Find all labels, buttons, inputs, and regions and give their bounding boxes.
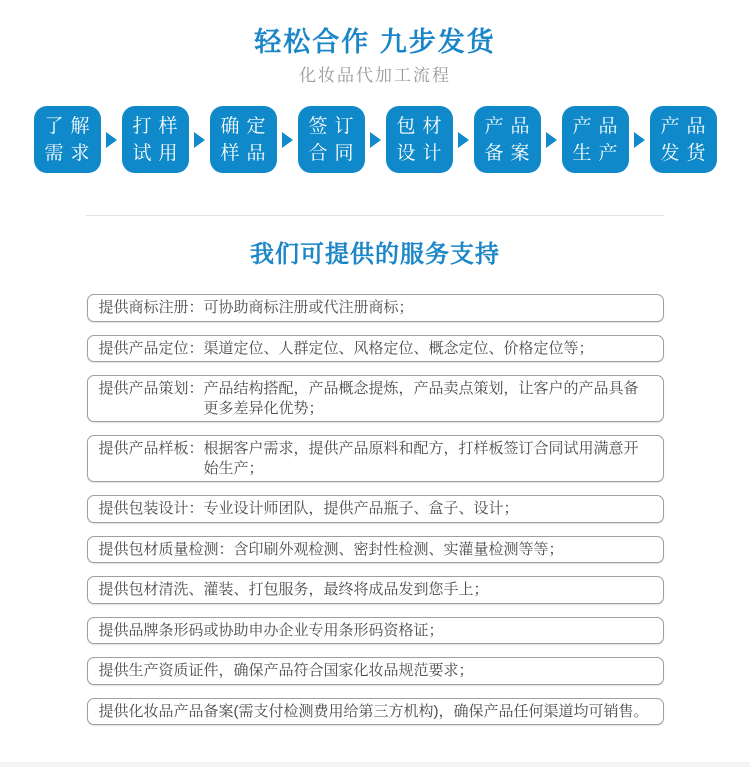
service-item — [87, 335, 664, 363]
services-list — [0, 294, 750, 725]
service-item — [87, 657, 664, 685]
service-item-text: 提供品牌条形码或协助申办企业专用条形码资格证； — [98, 621, 444, 639]
page-title: 轻松合作 九步发货 — [254, 27, 496, 57]
arrow-right-icon — [106, 132, 117, 148]
step-box-1 — [34, 106, 101, 173]
step-label: 需求 — [44, 142, 97, 164]
arrow-right-icon — [546, 132, 557, 148]
page-subtitle: 化妆品代加工流程 — [299, 66, 451, 85]
service-item — [87, 698, 664, 726]
step-box-6 — [474, 106, 541, 173]
step-label: 产品 — [484, 115, 537, 137]
page-header — [0, 0, 750, 87]
service-item-text: 渠道定位、人群定位、风格定位、概念定位、价格定位等； — [203, 339, 594, 357]
service-item-text: 提供包材清洗、灌装、打包服务，最终将成品发到您手上； — [98, 581, 489, 598]
service-item — [87, 536, 664, 564]
step-label: 包材 — [396, 115, 449, 137]
service-item-label: 提供产品样板： — [98, 440, 204, 457]
step-label: 打样 — [132, 115, 185, 137]
arrow-right-icon — [194, 132, 205, 148]
step-label: 签订 — [308, 115, 361, 137]
step-box-4 — [298, 106, 365, 173]
service-item — [87, 294, 664, 322]
step-label: 确定 — [220, 115, 273, 137]
step-label: 试用 — [132, 142, 185, 164]
arrow-right-icon — [634, 132, 645, 148]
steps-flow — [0, 106, 750, 173]
services-title: 我们可提供的服务支持 — [250, 241, 500, 268]
service-item-label: 提供产品策划： — [98, 380, 204, 397]
step-label: 生产 — [572, 142, 625, 164]
step-label: 设计 — [396, 142, 449, 164]
service-item — [87, 435, 664, 482]
section-divider — [86, 215, 664, 216]
service-item-text: 专业设计师团队，提供产品瓶子、盒子、设计； — [203, 500, 519, 517]
arrow-right-icon — [282, 132, 293, 148]
service-item — [87, 495, 664, 523]
step-label: 产品 — [660, 115, 713, 137]
step-label: 备案 — [484, 142, 537, 164]
service-item-text: 含印刷外观检测、密封性检测、实灌量检测等等； — [233, 540, 564, 558]
service-item — [87, 617, 664, 645]
service-item — [87, 375, 664, 422]
step-box-7 — [562, 106, 629, 173]
step-box-3 — [210, 106, 277, 173]
service-item-text: 提供化妆品产品备案(需支付检测费用给第三方机构)，确保产品任何渠道均可销售。 — [98, 702, 649, 720]
service-item-label: 提供包装设计： — [98, 500, 204, 517]
service-item-label: 提供商标注册： — [98, 299, 204, 316]
step-label: 样品 — [220, 142, 273, 164]
step-label: 产品 — [572, 115, 625, 137]
service-item-label: 提供包材质量检测： — [98, 540, 234, 558]
service-item — [87, 576, 664, 604]
arrow-right-icon — [370, 132, 381, 148]
service-item-text: 根据客户需求，提供产品原料和配方，打样板签订合同试用满意开始生产； — [203, 440, 639, 477]
service-item-label: 提供产品定位： — [98, 339, 204, 357]
step-label: 了解 — [44, 115, 97, 137]
step-box-5 — [386, 106, 453, 173]
step-label: 发货 — [660, 142, 713, 164]
service-item-text: 提供生产资质证件，确保产品符合国家化妆品规范要求； — [98, 662, 474, 679]
arrow-right-icon — [458, 132, 469, 148]
step-box-2 — [122, 106, 189, 173]
service-item-text: 产品结构搭配，产品概念提炼，产品卖点策划，让客户的产品具备更多差异化优势； — [203, 380, 639, 417]
step-box-8 — [650, 106, 717, 173]
footer-strip — [0, 762, 750, 767]
service-item-text: 可协助商标注册或代注册商标； — [203, 299, 414, 316]
step-label: 合同 — [308, 142, 361, 164]
